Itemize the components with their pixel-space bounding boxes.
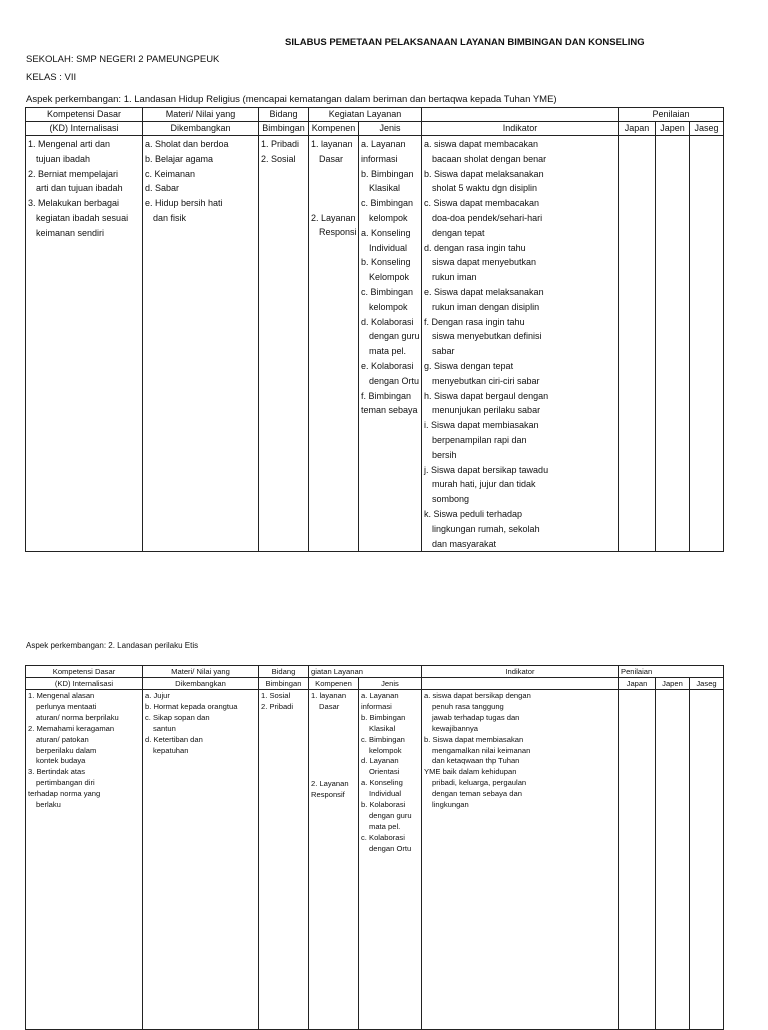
- indikator-line: b. Siswa dapat membiasakan: [424, 734, 524, 744]
- japen-cell: [656, 690, 690, 1030]
- japen-header: Japen: [656, 122, 690, 136]
- indikator-line: dengan teman sebaya dan: [432, 789, 522, 799]
- indikator-line: h. Siswa dapat bergaul dengan: [424, 390, 549, 401]
- kegiatan-header: Kegiatan Layanan: [309, 108, 422, 122]
- jenis-line: Individual: [369, 242, 408, 253]
- bidang-header: Bidang: [259, 666, 309, 678]
- materi-line: kepatuhan: [153, 745, 189, 755]
- bidang-subheader: Bimbingan: [259, 122, 309, 136]
- aspect-2-line: Aspek perkembangan: 2. Landasan perilaku Etis: [26, 641, 199, 650]
- komponen-line: 2. Layanan: [311, 778, 349, 788]
- indikator-line: c. Siswa dapat membacakan: [424, 198, 540, 209]
- bidang-cell: [259, 136, 309, 552]
- komponen-line: 1. layanan: [311, 691, 347, 700]
- indikator-cell: [422, 136, 619, 552]
- komponen-cell: [309, 136, 359, 552]
- indikator-line: d. dengan rasa ingin tahu: [424, 242, 526, 253]
- jenis-line: dengan guru: [369, 331, 420, 342]
- kd-line: arti dan tujuan ibadah: [36, 183, 123, 194]
- indikator-subheader: [422, 678, 619, 690]
- indikator-line: menyebutkan ciri-ciri sabar: [432, 375, 540, 386]
- jenis-line: a. Layanan: [361, 691, 399, 700]
- komponen-header: Kompenen: [309, 678, 359, 690]
- jenis-line: informasi: [361, 701, 392, 711]
- jenis-cell: [359, 690, 422, 1030]
- jenis-line: a. Layanan: [361, 139, 406, 149]
- indikator-line: doa-doa pendek/sehari-hari: [432, 212, 543, 223]
- indikator-line: siswa dapat menyebutkan: [432, 257, 537, 268]
- indikator-line: f. Dengan rasa ingin tahu: [424, 316, 525, 327]
- jaseg-header: Jaseg: [690, 122, 724, 136]
- jenis-line: b. Bimbingan: [361, 712, 406, 722]
- kd-line: perlunya mentaati: [36, 701, 97, 711]
- indikator-line: siswa menyebutkan definisi: [432, 331, 542, 342]
- school-line: SEKOLAH: SMP NEGERI 2 PAMEUNGPEUK: [26, 54, 220, 65]
- materi-line: d. Ketertiban dan: [145, 734, 203, 744]
- kd-subheader: (KD) Internalisasi: [26, 678, 143, 690]
- syllabus-table-1: [25, 107, 724, 552]
- indikator-line: jawab terhadap tugas dan: [432, 712, 520, 722]
- indikator-line: bersih: [432, 449, 457, 460]
- materi-line: santun: [153, 723, 176, 733]
- bidang-header: Bidang: [259, 108, 309, 122]
- indikator-line: g. Siswa dengan tepat: [424, 360, 514, 371]
- indikator-line: a. siswa dapat membacakan: [424, 139, 539, 149]
- kd-header: Kompetensi Dasar: [26, 666, 143, 678]
- indikator-line: j. Siswa dapat bersikap tawadu: [424, 464, 549, 475]
- jaseg-header: Jaseg: [690, 678, 724, 690]
- indikator-line: dengan tepat: [432, 227, 485, 238]
- jenis-header: Jenis: [359, 678, 422, 690]
- indikator-line: b. Siswa dapat melaksanakan: [424, 168, 544, 179]
- jaseg-cell: [690, 690, 724, 1030]
- kd-line: aturan/ patokan: [36, 734, 89, 744]
- jenis-line: d. Kolaborasi: [361, 316, 414, 327]
- indikator-line: a. siswa dapat bersikap dengan: [424, 691, 531, 700]
- jenis-line: kelompok: [369, 745, 402, 755]
- bidang-line: 1. Pribadi: [261, 139, 300, 149]
- jaseg-cell: [690, 136, 724, 552]
- bidang-cell: [259, 690, 309, 1030]
- komponen-cell: [309, 690, 359, 1030]
- penilaian-header: Penilaian: [619, 666, 724, 678]
- materi-line: b. Belajar agama: [145, 153, 214, 164]
- materi-line: b. Hormat kepada orangtua: [145, 701, 238, 711]
- materi-line: a. Jujur: [145, 691, 170, 700]
- materi-cell: [143, 690, 259, 1030]
- komponen-line: Dasar: [319, 153, 344, 164]
- kd-line: 1. Mengenal arti dan: [28, 139, 111, 149]
- komponen-line: Responsif: [311, 789, 345, 799]
- penilaian-header: Penilaian: [619, 108, 724, 122]
- kd-line: 3. Melakukan berbagai: [28, 198, 120, 209]
- jenis-line: e. Kolaborasi: [361, 360, 414, 371]
- aspect-1-line: Aspek perkembangan: 1. Landasan Hidup Religius (mencapai kematangan dalam beriman dan bertaqwa kepada Tuhan YME): [26, 94, 557, 105]
- japan-header: Japan: [619, 678, 656, 690]
- indikator-line: sombong: [432, 494, 470, 505]
- indikator-line: murah hati, jujur dan tidak: [432, 479, 536, 490]
- indikator-header-top: [422, 108, 619, 122]
- jenis-line: Individual: [369, 789, 402, 799]
- bidang-line: 2. Sosial: [261, 153, 296, 164]
- materi-subheader: Dikembangkan: [143, 678, 259, 690]
- syllabus-table-2: [25, 665, 724, 1030]
- class-line: KELAS : VII: [26, 72, 77, 83]
- komponen-line: 2. Layanan: [311, 212, 356, 223]
- kd-line: 2. Berniat mempelajari: [28, 168, 119, 179]
- materi-line: d. Sabar: [145, 183, 180, 194]
- jenis-line: b. Konseling: [361, 257, 411, 268]
- jenis-line: b. Kolaborasi: [361, 800, 406, 810]
- jenis-line: informasi: [361, 153, 398, 164]
- jenis-line: kelompok: [369, 301, 408, 312]
- jenis-line: Kelompok: [369, 272, 410, 283]
- materi-line: a. Sholat dan berdoa: [145, 139, 229, 149]
- indikator-line: e. Siswa dapat melaksanakan: [424, 286, 544, 297]
- kd-line: 2. Memahami keragaman: [28, 723, 115, 733]
- japan-cell: [619, 136, 656, 552]
- jenis-line: Klasikal: [369, 723, 396, 733]
- kd-line: pertimbangan diri: [36, 778, 95, 788]
- indikator-line: YME baik dalam kehidupan: [424, 767, 517, 777]
- kd-line: terhadap norma yang: [28, 789, 101, 799]
- kd-line: keimanan sendiri: [36, 227, 105, 238]
- kd-line: 3. Bertindak atas: [28, 767, 85, 777]
- indikator-line: dan masyarakat: [432, 538, 497, 549]
- document-title: SILABUS PEMETAAN PELAKSANAAN LAYANAN BIMBINGAN DAN KONSELING: [285, 37, 645, 48]
- indikator-line: penuh rasa tanggung: [432, 701, 504, 711]
- komponen-header: Kompenen: [309, 122, 359, 136]
- jenis-line: a. Konseling: [361, 227, 411, 238]
- indikator-line: bacaan sholat dengan benar: [432, 153, 547, 164]
- indikator-cell: [422, 690, 619, 1030]
- materi-line: dan fisik: [153, 212, 187, 223]
- jenis-line: a. Konseling: [361, 778, 403, 788]
- bidang-line: 2. Pribadi: [261, 701, 294, 711]
- kd-line: tujuan ibadah: [36, 153, 91, 164]
- indikator-line: menunjukan perilaku sabar: [432, 405, 541, 416]
- materi-line: c. Sikap sopan dan: [145, 712, 210, 722]
- indikator-line: dan ketaqwaan thp Tuhan: [432, 756, 520, 766]
- jenis-line: dengan Ortu: [369, 375, 420, 386]
- indikator-line: k. Siswa peduli terhadap: [424, 508, 523, 519]
- jenis-line: c. Bimbingan: [361, 198, 414, 209]
- kd-subheader: (KD) Internalisasi: [26, 122, 143, 136]
- jenis-line: Orientasi: [369, 767, 400, 777]
- jenis-line: mata pel.: [369, 821, 401, 831]
- jenis-line: dengan Ortu: [369, 843, 412, 853]
- indikator-line: lingkungan rumah, sekolah: [432, 523, 540, 534]
- jenis-line: dengan guru: [369, 810, 412, 820]
- materi-header: Materi/ Nilai yang: [143, 108, 259, 122]
- bidang-subheader: Bimbingan: [259, 678, 309, 690]
- kegiatan-header: giatan Layanan: [309, 666, 422, 678]
- materi-line: c. Keimanan: [145, 168, 196, 179]
- indikator-line: berpenampilan rapi dan: [432, 434, 527, 445]
- materi-cell: [143, 136, 259, 552]
- kd-line: berperilaku dalam: [36, 745, 97, 755]
- jenis-line: kelompok: [369, 212, 408, 223]
- jenis-line: teman sebaya: [361, 405, 418, 416]
- jenis-header: Jenis: [359, 122, 422, 136]
- jenis-line: b. Bimbingan: [361, 168, 414, 179]
- jenis-line: mata pel.: [369, 346, 407, 357]
- indikator-header: Indikator: [422, 122, 619, 136]
- kd-cell: [26, 136, 143, 552]
- japen-header: Japen: [656, 678, 690, 690]
- jenis-line: f. Bimbingan: [361, 390, 412, 401]
- kd-line: kontek budaya: [36, 756, 86, 766]
- japen-cell: [656, 136, 690, 552]
- materi-header: Materi/ Nilai yang: [143, 666, 259, 678]
- jenis-line: d. Layanan: [361, 756, 399, 766]
- kd-line: aturan/ norma berprilaku: [36, 712, 119, 722]
- komponen-line: Dasar: [319, 701, 340, 711]
- kd-line: berlaku: [36, 800, 61, 810]
- komponen-line: Responsi: [319, 227, 357, 238]
- materi-subheader: Dikembangkan: [143, 122, 259, 136]
- japan-header: Japan: [619, 122, 656, 136]
- jenis-line: c. Bimbingan: [361, 734, 405, 744]
- indikator-line: sabar: [432, 346, 455, 357]
- materi-line: e. Hidup bersih hati: [145, 198, 223, 209]
- japan-cell: [619, 690, 656, 1030]
- kd-header: Kompetensi Dasar: [26, 108, 143, 122]
- indikator-line: rukun iman dengan disiplin: [432, 301, 540, 312]
- indikator-line: mengamalkan nilai keimanan: [432, 745, 531, 755]
- indikator-line: lingkungan: [432, 800, 469, 810]
- indikator-header: Indikator: [422, 666, 619, 678]
- jenis-cell: [359, 136, 422, 552]
- jenis-line: c. Kolaborasi: [361, 832, 405, 842]
- indikator-line: rukun iman: [432, 272, 477, 283]
- indikator-line: pribadi, keluarga, pergaulan: [432, 778, 527, 788]
- bidang-line: 1. Sosial: [261, 691, 291, 700]
- jenis-line: Klasikal: [369, 183, 401, 194]
- indikator-line: i. Siswa dapat membiasakan: [424, 420, 539, 431]
- jenis-line: c. Bimbingan: [361, 286, 414, 297]
- kd-line: 1. Mengenal alasan: [28, 691, 95, 700]
- indikator-line: sholat 5 waktu dgn disiplin: [432, 183, 538, 194]
- kd-line: kegiatan ibadah sesuai: [36, 212, 129, 223]
- indikator-line: kewajibannya: [432, 723, 479, 733]
- kd-cell: [26, 690, 143, 1030]
- komponen-line: 1. layanan: [311, 139, 353, 149]
